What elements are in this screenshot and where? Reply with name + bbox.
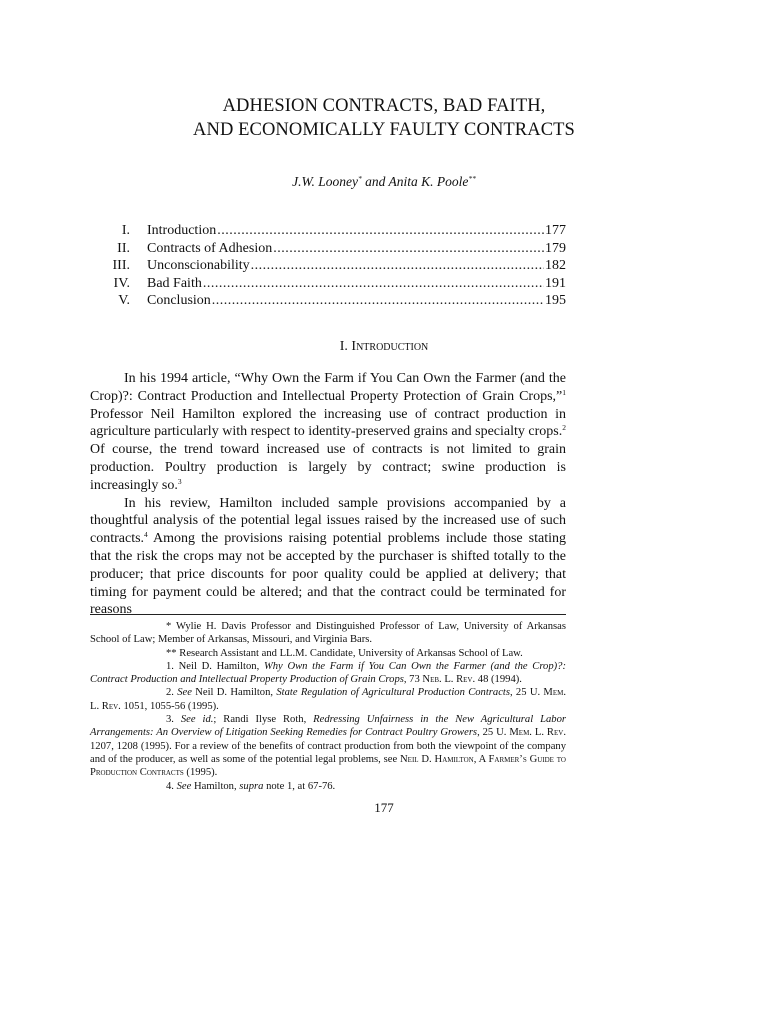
signal: See bbox=[176, 780, 192, 792]
toc-title: Bad Faith bbox=[147, 275, 202, 291]
toc-leader bbox=[217, 222, 544, 240]
footnote-text: note 1, at 67-76. bbox=[263, 780, 336, 792]
toc-number: III. bbox=[112, 258, 130, 274]
author-1-mark: * bbox=[357, 174, 362, 183]
footnote-text: Neil D. Hamilton, bbox=[178, 660, 264, 672]
toc-entry bbox=[96, 222, 566, 240]
table-of-contents bbox=[96, 222, 566, 310]
paragraph-text: Professor Neil Hamilton explored the increasing use of contract production in agriculture particularly with respect to identity-preserved grains and specialty crops. bbox=[90, 406, 566, 440]
footnote-divider bbox=[90, 614, 566, 615]
footnote-text: , 25 U. bbox=[509, 687, 544, 699]
article-title bbox=[0, 94, 768, 142]
citation-title: Redressing Unfairness in the New Agricultural Labor Arrangements: An Overview of Litigation Seeking Remedies for Contract Poultry Growers bbox=[90, 714, 566, 739]
footnote bbox=[90, 647, 566, 660]
author-conjunction: and bbox=[361, 174, 389, 189]
footnote-text: , 25 U. bbox=[477, 727, 510, 739]
section-first-letter: I bbox=[351, 339, 357, 354]
footnote-ref: 1 bbox=[562, 387, 566, 397]
section-number: I. bbox=[339, 339, 348, 354]
citation-title: Why Own the Farm if You Can Own the Farmer (and the Crop)?: Contract Production and Intellectual Property Production of Grain Crops bbox=[90, 660, 567, 686]
paragraph-text: In his review, Hamilton included sample provisions accompanied by a thoughtful analysis of the potential legal issues raised by the increased use of such contracts. bbox=[90, 495, 566, 547]
toc-leader bbox=[251, 257, 544, 275]
author-2-mark: ** bbox=[468, 174, 476, 183]
footnote-ref: 2 bbox=[562, 423, 566, 433]
page-number: 177 bbox=[374, 800, 394, 815]
footnote-mark: 3. bbox=[166, 714, 174, 726]
book-title: Neil D. Hamilton, A Farmer’s Guide to Production Contracts bbox=[90, 753, 566, 779]
author-byline bbox=[0, 174, 768, 190]
toc-page: 195 bbox=[545, 293, 566, 309]
toc-leader bbox=[212, 292, 544, 310]
toc-title: Conclusion bbox=[147, 293, 211, 309]
section-title-rest: ntroduction bbox=[356, 339, 429, 354]
journal-name: Mem. L. Rev. bbox=[90, 687, 566, 712]
footnote-mark: ** bbox=[166, 647, 177, 659]
title-line-1: ADHESION CONTRACTS, BAD FAITH, bbox=[222, 96, 546, 116]
journal-name: Neb. L. Rev. bbox=[422, 674, 476, 686]
paragraph bbox=[90, 495, 566, 620]
section-heading bbox=[0, 339, 768, 355]
toc-leader bbox=[273, 240, 544, 258]
footnote-text: , 73 bbox=[403, 674, 423, 686]
toc-entry bbox=[96, 275, 566, 293]
footnote-ref: 3 bbox=[177, 476, 182, 486]
journal-name: Mem. L. Rev. bbox=[509, 727, 566, 739]
paragraph-text: Among the provisions raising potential problems include those stating that the risk the crops may not be accepted by the purchaser is shifted totally to the producer; that price discounts for poor quality could be applied at delivery; that timing for payment could be altered; and that the contract could be terminated for reasons bbox=[90, 531, 566, 618]
footnote-text: Wylie H. Davis Professor and Distinguished Professor of Law, University of Arkansas School of Law; Member of Arkansas, Missouri, and Virginia Bars. bbox=[90, 621, 566, 646]
toc-leader bbox=[203, 275, 544, 293]
signal: See id. bbox=[180, 714, 214, 726]
toc-title: Contracts of Adhesion bbox=[147, 240, 273, 256]
toc-title: Introduction bbox=[147, 223, 217, 238]
toc-page: 191 bbox=[545, 275, 566, 291]
title-line-2: AND ECONOMICALLY FAULTY CONTRACTS bbox=[193, 120, 575, 140]
toc-entry bbox=[96, 240, 566, 258]
toc-page: 179 bbox=[545, 240, 566, 256]
footnote-text: ; Randi Ilyse Roth, bbox=[213, 714, 314, 726]
footnote-mark: 2. bbox=[166, 687, 174, 699]
toc-page: 177 bbox=[545, 223, 566, 238]
toc-number: IV. bbox=[113, 275, 130, 291]
paragraph-text: In his 1994 article, “Why Own the Farm if You Can Own the Farmer (and the Crop)?: Contract Production and Intellectual Property Protection of Grain Crops,” bbox=[90, 371, 566, 404]
footnote-text: Neil D. Hamilton, bbox=[191, 687, 277, 699]
footnote bbox=[90, 660, 566, 687]
supra-signal: supra bbox=[239, 780, 264, 792]
footnote-ref: 4 bbox=[144, 530, 148, 540]
toc-page: 182 bbox=[545, 258, 566, 274]
footnote-mark: * bbox=[166, 621, 172, 632]
toc-number: V. bbox=[118, 293, 130, 309]
toc-number: I. bbox=[121, 223, 130, 238]
body-text bbox=[90, 370, 566, 619]
footnote-text: 1051, 1055-56 (1995). bbox=[120, 700, 219, 712]
toc-entry bbox=[96, 292, 566, 310]
footnote bbox=[90, 713, 566, 779]
author-2: Anita K. Poole bbox=[388, 174, 469, 189]
footnote bbox=[90, 686, 566, 713]
footnote bbox=[90, 620, 566, 647]
citation-title: State Regulation of Agricultural Production Contracts bbox=[276, 687, 510, 699]
footnote-text: Research Assistant and LL.M. Candidate, University of Arkansas School of Law. bbox=[179, 647, 523, 659]
toc-entry bbox=[96, 257, 566, 275]
signal: See bbox=[177, 687, 192, 699]
paragraph-text: Of course, the trend toward increased use of contracts is not limited to grain production. Poultry production is largely by contract; swine production is increasingly so. bbox=[90, 442, 566, 493]
footnote-mark: 1. bbox=[166, 660, 174, 672]
footnote-text: Hamilton, bbox=[191, 780, 240, 792]
footnote-text: 1207, 1208 (1995). For a review of the benefits of contract production from both the viewpoint of the company and of the producer, as well as some of the potential legal problems, see bbox=[90, 740, 566, 765]
footnote-text: 48 (1994). bbox=[475, 674, 522, 686]
footnote-mark: 4. bbox=[166, 780, 174, 792]
footnote-text: (1995). bbox=[183, 767, 218, 779]
paragraph bbox=[90, 370, 566, 495]
author-1: J.W. Looney bbox=[292, 174, 358, 189]
footnotes bbox=[90, 620, 566, 793]
footnote bbox=[90, 780, 566, 793]
toc-number: II. bbox=[117, 240, 130, 256]
toc-title: Unconscionability bbox=[147, 258, 250, 274]
